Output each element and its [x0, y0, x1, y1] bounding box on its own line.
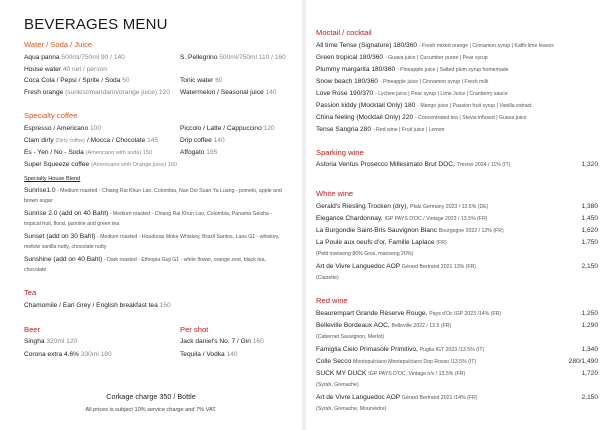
menu-item: Chamomile / Earl Grey / English breakfast tea 150: [24, 302, 171, 309]
corkage-charge: Corkage charge 350 / Bottle: [106, 392, 196, 401]
wine-price: 1,450: [581, 215, 598, 222]
wine-item: Art de Vivre Languedoc AOP Gérard Bertrand 2021 13% (FR): [316, 263, 477, 270]
wine-item: La Poule aux oeufs d'or, Famille Laplace (FR): [316, 239, 447, 246]
wine-grape-note: (Syrah, Grenache): [316, 382, 359, 388]
menu-item: Jack daniel's No. 7 / Gin 160: [180, 338, 264, 345]
blend-item: Sunrise 2.0 (add on 40 Baht) - Medium roasted - Chiang Rai Khun Lao, Colombia, Panama Geisha - tropical fruit, floral, jasmine and green tea: [24, 210, 273, 228]
menu-item: Aqua panna 500ml/750ml 90 / 140: [24, 54, 125, 61]
section-heading-per-shot: Per shot: [180, 325, 209, 334]
wine-grape-note: (Clairette): [316, 275, 339, 281]
section-heading-beer: Beer: [24, 325, 41, 334]
section-heading-sparkling: Sparking wine: [316, 148, 364, 157]
wine-price: 2,150: [581, 394, 598, 401]
menu-item: Green tropical 180/360 - Guava juice | Cucumber puree | Pear syrup: [316, 54, 488, 61]
section-heading-coffee: Specialty coffee: [24, 111, 78, 120]
wine-item: Famiglia Cielo Primasole Primitivo, Puglia IGT 2023 /13.5% (IT): [316, 346, 485, 353]
section-heading-white-wine: White wine: [316, 189, 354, 198]
menu-item: Super Squeeze coffee (Americano with Orange juice) 160: [24, 161, 178, 168]
wine-item: Elegance Chardonnay, IGP PAYS D'OC / Vintage 2023 / 13.5% (FR): [316, 215, 488, 222]
wine-grape-note: (Petit manseng 80% Gros, manseng 20%): [316, 251, 414, 257]
menu-item: Snow beach 180/360 - Pineapple juice | Cinnamon syrup | Fresh milk: [316, 78, 489, 85]
menu-item: Es - Yen / No - Soda (Americano with soda) 150: [24, 149, 153, 156]
menu-item: Drip coffee 140: [180, 137, 225, 144]
wine-item: SUCK MY DUCK IGP PAYS D'OC, Vintage n/v / 13.5% (FR): [316, 370, 466, 377]
wine-item: Art de Vivre Languedoc AOP Gérard Bertrand 2021 /14% (FR): [316, 394, 478, 401]
wine-grape-note: (Syrah, Grenache, Mourvèdre): [316, 406, 387, 412]
menu-item: Clam dirty (Dirty coffee) / Mocca / Chocolate 145: [24, 137, 159, 144]
wine-item: La Burgondie Saint-Bris Sauvignon Blanc Bourgogne 2022 / 12% (FR): [316, 227, 504, 234]
blend-item: Sunset (add on 30 Baht) - Medium roasted - Houduras Moke Whiskey, Brazil Santos, Laos G1 - whiskey, mellow vanilla nutty, chocolate nutty: [24, 233, 280, 251]
menu-page-right: [306, 0, 608, 430]
blend-item: Sunrise1.0 - Medium roasted - Chiang Rai Khun Lao, Colombia, Nan Doi Suan Ya Luang - pomelo, apple and brown sugar: [24, 187, 282, 205]
wine-price: 1,320: [581, 161, 598, 168]
menu-item: Passion kiddy (Mocktail Only) 180 - Mango juice | Passion fruit syrup | Vanilla extract: [316, 102, 532, 109]
menu-item: Tequila / Vodka 140: [180, 351, 238, 358]
wine-item: Belleville Bordeaux AOC, Belleville 2022 / 13.5 (FR): [316, 322, 452, 329]
wine-price: 1,250: [581, 310, 598, 317]
wine-price: 1,720: [581, 370, 598, 377]
menu-item: Espresso / Americano 100: [24, 125, 101, 132]
menu-item: Fresh orange (sunkist/mandarin/orange juice) 120: [24, 89, 170, 96]
menu-item: Watermelon / Seasonal juice 140: [180, 89, 277, 96]
section-heading-red-wine: Red wine: [316, 296, 348, 305]
menu-item: Coca Cola / Pepsi / Sprite / Soda 50: [24, 77, 130, 84]
wine-price: 280/1,490: [568, 358, 598, 365]
section-heading-house-blend: Specialty House Blend: [24, 176, 81, 182]
wine-price: 1,380: [581, 203, 598, 210]
wine-item: Gerald's Riesling Trocken (dry), Pfalz Germany 2023 / 12.5% (DE): [316, 203, 489, 210]
section-heading-water: Water / Soda / Juice: [24, 40, 93, 49]
wine-price: 1,750: [581, 239, 598, 246]
wine-item: Astoria Ventus Prosecco Millesimato Brut DOC, Treviso 2024 / 11% (IT): [316, 161, 511, 168]
wine-price: 1,340: [581, 346, 598, 353]
price-footnote: All prices is subject 10% service charge and 7% VAT.: [85, 407, 217, 413]
menu-page-left: [0, 0, 302, 430]
wine-price: 1,290: [581, 322, 598, 329]
blend-item: Sunshine (add on 40 Baht) - Dark roasted - Ethiopia Guji G1 - white flower, orange zest, black tea, chocolate: [24, 256, 266, 274]
menu-item: China feeling (Mocktail Only) 220 - Concentrated tea | Stevia infused | Guava juice: [316, 114, 527, 121]
menu-item: Affogato 185: [180, 149, 218, 156]
menu-item: House water 40 net / person: [24, 66, 107, 73]
menu-item: Love Rose 190/370 - Lychee juice | Pear syrup | Lime Juice | Cranberry sauce: [316, 90, 508, 97]
menu-item: Corona extra 4.6% 330ml 180: [24, 351, 112, 358]
menu-item: S. Pellegrino 500ml/750ml 110 / 160: [180, 54, 286, 61]
wine-item: Beaurempart Grande Réserve Rouge, Pays d'Oc IGP 2023 /14% (FR): [316, 310, 502, 317]
menu-item: All time Tense (Signature) 180/360 - Fresh mixed orange | Cinnamon syrup | Kaffir lime leaves: [316, 42, 554, 49]
menu-item: Tonic water 60: [180, 77, 223, 84]
menu-item: Singha 320ml 120: [24, 338, 78, 345]
wine-item: Colle Secco Montepulciano Montepulciano Dop Rosso /13.5% (IT): [316, 358, 477, 365]
wine-grape-note: (Cabernet Sauvignon, Merlot): [316, 334, 385, 340]
section-heading-mocktail: Moctail / cocktail: [316, 28, 372, 37]
menu-item: Piccolo / Latte / Cappuccino 120: [180, 125, 275, 132]
wine-price: 2,150: [581, 263, 598, 270]
section-heading-tea: Tea: [24, 288, 37, 297]
menu-title: BEVERAGES MENU: [24, 16, 168, 33]
menu-item: Tense Sangria 280 - Red wine | Fruit juice | Lemon: [316, 126, 445, 133]
wine-price: 1,620: [581, 227, 598, 234]
menu-item: Plummy margarita 180/360 - Pineapple juice | Salted plum syrup homemade: [316, 66, 509, 73]
